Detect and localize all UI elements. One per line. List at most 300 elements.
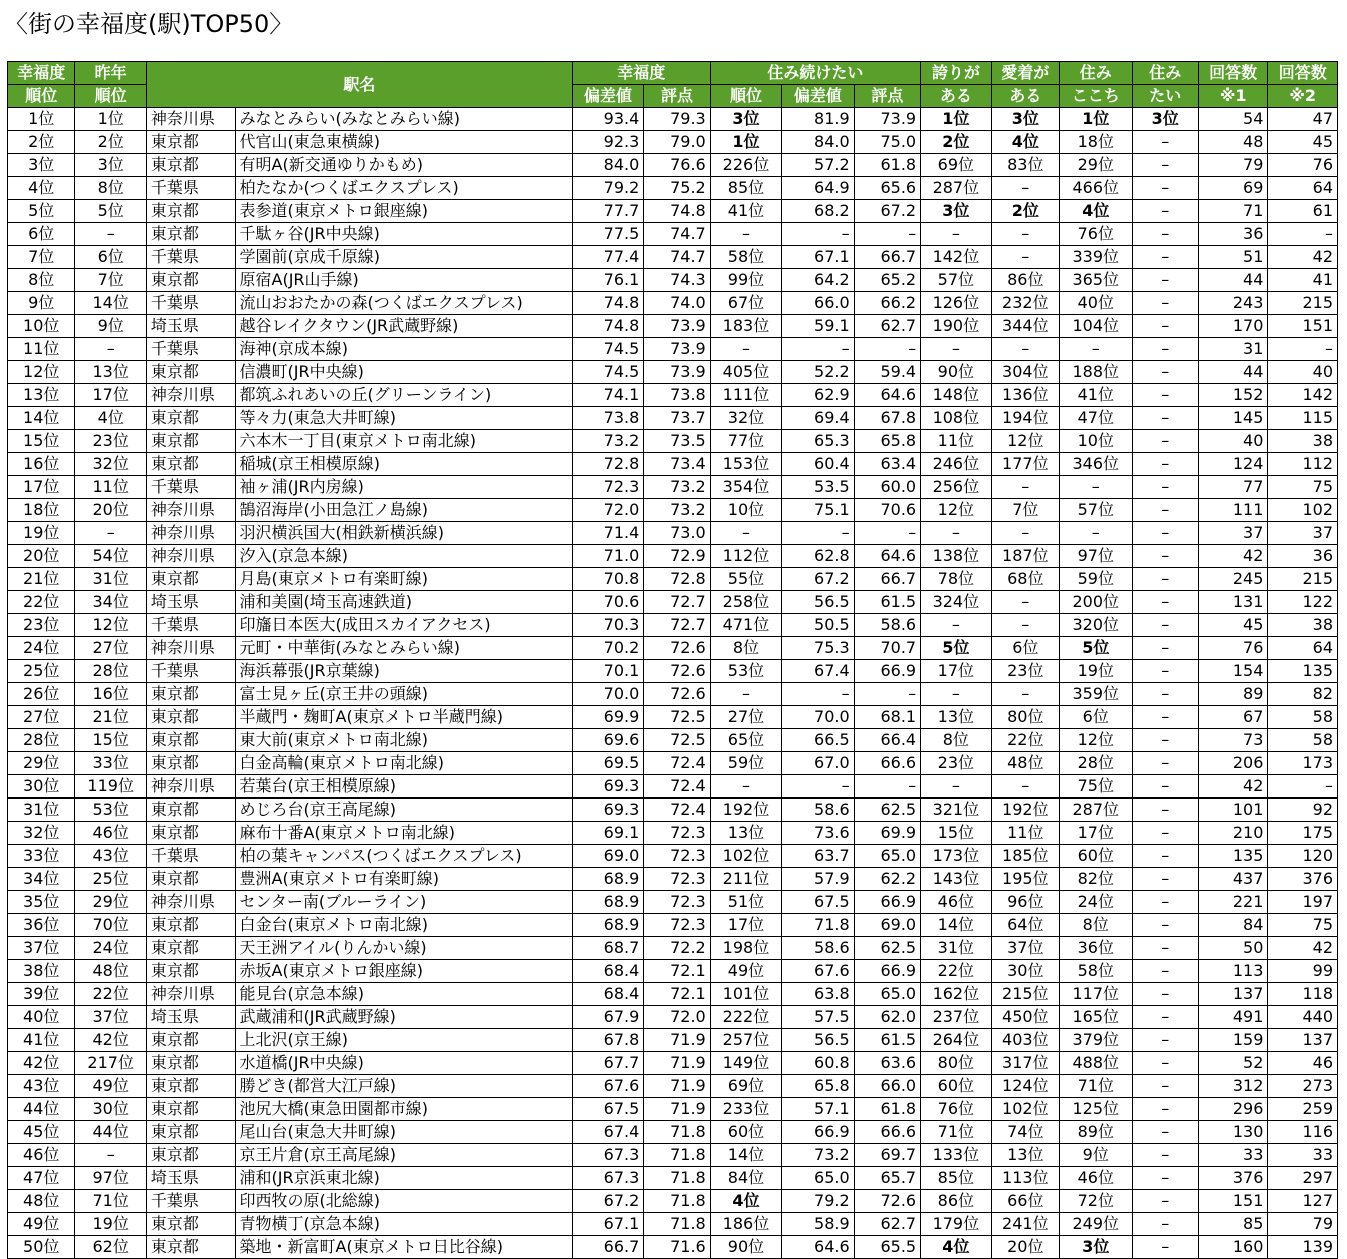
cell-keep-score: – — [854, 223, 920, 246]
cell-responses-2: 42 — [1268, 937, 1338, 960]
cell-happiness-dev: 70.8 — [572, 568, 643, 591]
cell-rank: 17位 — [8, 476, 75, 499]
cell-happiness-dev: 69.0 — [572, 845, 643, 868]
cell-keep-score: 64.6 — [854, 545, 920, 568]
cell-keep-rank: 153位 — [710, 453, 781, 476]
cell-happiness-dev: 74.1 — [572, 384, 643, 407]
cell-keep-dev: 66.0 — [782, 292, 854, 315]
cell-prev-rank: – — [75, 522, 146, 545]
table-row — [8, 407, 1338, 430]
cell-happiness-score: 71.9 — [644, 1098, 710, 1121]
table-row — [8, 914, 1338, 937]
cell-keep-dev: 58.9 — [782, 1213, 854, 1236]
cell-love-rank: 344位 — [991, 315, 1059, 338]
cell-keep-score: – — [854, 522, 920, 545]
cell-prefecture: 東京都 — [146, 200, 235, 223]
cell-keep-score: 66.4 — [854, 729, 920, 752]
cell-keep-score: 62.5 — [854, 798, 920, 822]
cell-station-name: 汐入(京急本線) — [235, 545, 572, 568]
cell-comfort-rank: 18位 — [1060, 131, 1132, 154]
cell-station-name: 越谷レイクタウン(JR武蔵野線) — [235, 315, 572, 338]
cell-comfort-rank: 1位 — [1060, 108, 1132, 131]
cell-responses-2: 45 — [1268, 131, 1338, 154]
cell-responses-1: 85 — [1198, 1213, 1267, 1236]
cell-love-rank: 232位 — [991, 292, 1059, 315]
cell-responses-1: 491 — [1198, 1006, 1267, 1029]
cell-comfort-rank: 47位 — [1060, 407, 1132, 430]
table-row — [8, 292, 1338, 315]
cell-pride-rank: 71位 — [921, 1121, 991, 1144]
cell-want-rank: – — [1132, 200, 1198, 223]
cell-responses-2: 75 — [1268, 476, 1338, 499]
cell-want-rank: – — [1132, 706, 1198, 729]
cell-prefecture: 東京都 — [146, 1098, 235, 1121]
cell-love-rank: 48位 — [991, 752, 1059, 775]
cell-pride-rank: 142位 — [921, 246, 991, 269]
cell-prefecture: 東京都 — [146, 683, 235, 706]
cell-keep-score: 59.4 — [854, 361, 920, 384]
cell-prefecture: 神奈川県 — [146, 108, 235, 131]
cell-keep-dev: 64.6 — [782, 1236, 854, 1259]
cell-prefecture: 東京都 — [146, 361, 235, 384]
cell-prefecture: 神奈川県 — [146, 891, 235, 914]
table-body — [8, 108, 1338, 1259]
cell-keep-dev: 67.2 — [782, 568, 854, 591]
cell-keep-rank: 27位 — [710, 706, 781, 729]
cell-responses-1: 73 — [1198, 729, 1267, 752]
cell-happiness-score: 72.4 — [644, 798, 710, 822]
cell-keep-score: 61.8 — [854, 1098, 920, 1121]
cell-prev-rank: 15位 — [75, 729, 146, 752]
cell-comfort-rank: 165位 — [1060, 1006, 1132, 1029]
cell-keep-dev: 64.9 — [782, 177, 854, 200]
cell-want-rank: – — [1132, 1190, 1198, 1213]
cell-keep-dev: 67.5 — [782, 891, 854, 914]
cell-responses-2: – — [1268, 338, 1338, 361]
cell-keep-score: 66.0 — [854, 1075, 920, 1098]
cell-happiness-dev: 69.5 — [572, 752, 643, 775]
cell-comfort-rank: 46位 — [1060, 1167, 1132, 1190]
cell-prefecture: 千葉県 — [146, 845, 235, 868]
col-resp1-bottom: ※1 — [1198, 85, 1267, 108]
table-row — [8, 637, 1338, 660]
cell-responses-1: 40 — [1198, 430, 1267, 453]
cell-responses-2: – — [1268, 775, 1338, 799]
cell-comfort-rank: 24位 — [1060, 891, 1132, 914]
cell-comfort-rank: 379位 — [1060, 1029, 1132, 1052]
cell-pride-rank: 2位 — [921, 131, 991, 154]
cell-responses-1: 45 — [1198, 614, 1267, 637]
cell-comfort-rank: 82位 — [1060, 868, 1132, 891]
cell-keep-score: 65.8 — [854, 430, 920, 453]
cell-want-rank: – — [1132, 568, 1198, 591]
cell-happiness-dev: 68.9 — [572, 914, 643, 937]
table-row — [8, 246, 1338, 269]
cell-happiness-dev: 77.7 — [572, 200, 643, 223]
cell-rank: 22位 — [8, 591, 75, 614]
cell-keep-rank: 186位 — [710, 1213, 781, 1236]
cell-happiness-score: 73.9 — [644, 361, 710, 384]
cell-happiness-score: 79.0 — [644, 131, 710, 154]
cell-pride-rank: 148位 — [921, 384, 991, 407]
cell-station-name: 赤坂A(東京メトロ銀座線) — [235, 960, 572, 983]
cell-responses-1: 54 — [1198, 108, 1267, 131]
cell-responses-1: 111 — [1198, 499, 1267, 522]
cell-want-rank: – — [1132, 1006, 1198, 1029]
cell-prev-rank: 42位 — [75, 1029, 146, 1052]
cell-prev-rank: 8位 — [75, 177, 146, 200]
cell-keep-dev: 75.1 — [782, 499, 854, 522]
col-want-bottom: たい — [1132, 85, 1198, 108]
cell-station-name: 若葉台(京王相模原線) — [235, 775, 572, 799]
cell-happiness-dev: 68.9 — [572, 868, 643, 891]
table-row — [8, 430, 1338, 453]
cell-love-rank: 192位 — [991, 798, 1059, 822]
col-want-top: 住み — [1132, 62, 1198, 85]
table-row — [8, 1006, 1338, 1029]
cell-responses-1: 48 — [1198, 131, 1267, 154]
cell-prev-rank: 23位 — [75, 430, 146, 453]
cell-keep-rank: 67位 — [710, 292, 781, 315]
cell-keep-rank: 471位 — [710, 614, 781, 637]
cell-pride-rank: 46位 — [921, 891, 991, 914]
cell-prev-rank: 6位 — [75, 246, 146, 269]
cell-pride-rank: – — [921, 683, 991, 706]
cell-keep-rank: 258位 — [710, 591, 781, 614]
cell-keep-score: 61.5 — [854, 1029, 920, 1052]
cell-want-rank: – — [1132, 430, 1198, 453]
cell-happiness-score: 79.3 — [644, 108, 710, 131]
cell-responses-2: 120 — [1268, 845, 1338, 868]
cell-love-rank: 12位 — [991, 430, 1059, 453]
cell-keep-dev: 84.0 — [782, 131, 854, 154]
cell-comfort-rank: 365位 — [1060, 269, 1132, 292]
cell-happiness-score: 74.8 — [644, 200, 710, 223]
cell-prefecture: 東京都 — [146, 1075, 235, 1098]
cell-happiness-score: 72.3 — [644, 868, 710, 891]
cell-comfort-rank: 76位 — [1060, 223, 1132, 246]
cell-keep-score: 64.6 — [854, 384, 920, 407]
cell-responses-2: 36 — [1268, 545, 1338, 568]
col-comfort-top: 住み — [1060, 62, 1132, 85]
cell-happiness-dev: 67.5 — [572, 1098, 643, 1121]
cell-happiness-score: 72.0 — [644, 1006, 710, 1029]
cell-happiness-dev: 76.1 — [572, 269, 643, 292]
cell-responses-2: 175 — [1268, 822, 1338, 845]
cell-station-name: 築地・新富町A(東京メトロ日比谷線) — [235, 1236, 572, 1259]
cell-keep-score: 66.7 — [854, 568, 920, 591]
cell-love-rank: 124位 — [991, 1075, 1059, 1098]
cell-keep-rank: 405位 — [710, 361, 781, 384]
cell-keep-dev: 65.8 — [782, 1075, 854, 1098]
cell-responses-2: 33 — [1268, 1144, 1338, 1167]
cell-keep-rank: 32位 — [710, 407, 781, 430]
cell-happiness-score: 73.9 — [644, 315, 710, 338]
cell-keep-rank: 60位 — [710, 1121, 781, 1144]
cell-rank: 16位 — [8, 453, 75, 476]
cell-keep-score: 62.0 — [854, 1006, 920, 1029]
cell-love-rank: – — [991, 614, 1059, 637]
cell-keep-dev: 56.5 — [782, 591, 854, 614]
cell-station-name: 表参道(東京メトロ銀座線) — [235, 200, 572, 223]
cell-responses-1: 145 — [1198, 407, 1267, 430]
col-happiness: 幸福度 — [572, 62, 710, 85]
cell-happiness-score: 72.1 — [644, 983, 710, 1006]
cell-responses-2: 102 — [1268, 499, 1338, 522]
cell-prev-rank: – — [75, 338, 146, 361]
table-header — [8, 62, 1338, 108]
cell-want-rank: – — [1132, 729, 1198, 752]
cell-keep-rank: 192位 — [710, 798, 781, 822]
cell-station-name: 武蔵浦和(JR武蔵野線) — [235, 1006, 572, 1029]
cell-want-rank: – — [1132, 1121, 1198, 1144]
cell-keep-rank: 51位 — [710, 891, 781, 914]
cell-keep-dev: 57.1 — [782, 1098, 854, 1121]
cell-keep-score: – — [854, 683, 920, 706]
cell-keep-rank: 354位 — [710, 476, 781, 499]
table-row — [8, 108, 1338, 131]
table-row — [8, 822, 1338, 845]
cell-station-name: 尾山台(東急大井町線) — [235, 1121, 572, 1144]
cell-keep-score: 70.6 — [854, 499, 920, 522]
cell-want-rank: – — [1132, 545, 1198, 568]
cell-love-rank: – — [991, 338, 1059, 361]
cell-station-name: 鵠沼海岸(小田急江ノ島線) — [235, 499, 572, 522]
cell-station-name: 麻布十番A(東京メトロ南北線) — [235, 822, 572, 845]
cell-happiness-score: 73.0 — [644, 522, 710, 545]
cell-keep-rank: 149位 — [710, 1052, 781, 1075]
col-love-top: 愛着が — [991, 62, 1059, 85]
cell-happiness-dev: 77.4 — [572, 246, 643, 269]
cell-keep-score: 60.0 — [854, 476, 920, 499]
cell-responses-1: 160 — [1198, 1236, 1267, 1259]
cell-pride-rank: 321位 — [921, 798, 991, 822]
cell-station-name: 海神(京成本線) — [235, 338, 572, 361]
cell-happiness-score: 72.4 — [644, 752, 710, 775]
cell-love-rank: 66位 — [991, 1190, 1059, 1213]
cell-love-rank: – — [991, 591, 1059, 614]
cell-keep-dev: 56.5 — [782, 1029, 854, 1052]
cell-keep-rank: 65位 — [710, 729, 781, 752]
table-row — [8, 1075, 1338, 1098]
col-love-bottom: ある — [991, 85, 1059, 108]
cell-station-name: 有明A(新交通ゆりかもめ) — [235, 154, 572, 177]
cell-responses-1: 36 — [1198, 223, 1267, 246]
cell-keep-dev: 68.2 — [782, 200, 854, 223]
cell-prev-rank: 54位 — [75, 545, 146, 568]
cell-responses-1: 159 — [1198, 1029, 1267, 1052]
table-row — [8, 891, 1338, 914]
cell-prefecture: 神奈川県 — [146, 522, 235, 545]
cell-keep-dev: 69.4 — [782, 407, 854, 430]
cell-pride-rank: 126位 — [921, 292, 991, 315]
cell-happiness-score: 71.6 — [644, 1236, 710, 1259]
cell-responses-2: 118 — [1268, 983, 1338, 1006]
cell-responses-2: 38 — [1268, 430, 1338, 453]
cell-happiness-dev: 77.5 — [572, 223, 643, 246]
cell-station-name: 柏の葉キャンパス(つくばエクスプレス) — [235, 845, 572, 868]
cell-happiness-dev: 69.3 — [572, 775, 643, 799]
cell-keep-score: 65.0 — [854, 983, 920, 1006]
cell-comfort-rank: 466位 — [1060, 177, 1132, 200]
cell-happiness-dev: 92.3 — [572, 131, 643, 154]
cell-pride-rank: 31位 — [921, 937, 991, 960]
cell-prev-rank: 25位 — [75, 868, 146, 891]
cell-comfort-rank: 72位 — [1060, 1190, 1132, 1213]
cell-rank: 24位 — [8, 637, 75, 660]
cell-love-rank: 403位 — [991, 1029, 1059, 1052]
cell-pride-rank: 80位 — [921, 1052, 991, 1075]
cell-pride-rank: 179位 — [921, 1213, 991, 1236]
cell-comfort-rank: 249位 — [1060, 1213, 1132, 1236]
cell-love-rank: 23位 — [991, 660, 1059, 683]
station-ranking-table — [7, 61, 1338, 1259]
cell-prev-rank: 30位 — [75, 1098, 146, 1121]
cell-keep-rank: 53位 — [710, 660, 781, 683]
cell-prev-rank: 119位 — [75, 775, 146, 799]
cell-keep-dev: 67.0 — [782, 752, 854, 775]
cell-prefecture: 東京都 — [146, 1052, 235, 1075]
cell-want-rank: – — [1132, 131, 1198, 154]
cell-responses-1: 52 — [1198, 1052, 1267, 1075]
cell-love-rank: 215位 — [991, 983, 1059, 1006]
col-pride-bottom: ある — [921, 85, 991, 108]
cell-happiness-dev: 68.4 — [572, 983, 643, 1006]
cell-love-rank: 102位 — [991, 1098, 1059, 1121]
cell-keep-score: 66.9 — [854, 891, 920, 914]
cell-prefecture: 東京都 — [146, 1236, 235, 1259]
cell-responses-2: 76 — [1268, 154, 1338, 177]
table-row — [8, 315, 1338, 338]
cell-prefecture: 東京都 — [146, 154, 235, 177]
cell-pride-rank: 60位 — [921, 1075, 991, 1098]
cell-happiness-score: 72.6 — [644, 637, 710, 660]
cell-responses-1: 67 — [1198, 706, 1267, 729]
cell-rank: 4位 — [8, 177, 75, 200]
cell-love-rank: 80位 — [991, 706, 1059, 729]
cell-happiness-dev: 67.3 — [572, 1167, 643, 1190]
cell-keep-rank: 3位 — [710, 108, 781, 131]
table-row — [8, 522, 1338, 545]
cell-prev-rank: 12位 — [75, 614, 146, 637]
cell-responses-2: 215 — [1268, 568, 1338, 591]
cell-prev-rank: 37位 — [75, 1006, 146, 1029]
cell-rank: 7位 — [8, 246, 75, 269]
cell-pride-rank: 324位 — [921, 591, 991, 614]
cell-prefecture: 神奈川県 — [146, 775, 235, 799]
cell-keep-score: 70.7 — [854, 637, 920, 660]
cell-prefecture: 千葉県 — [146, 246, 235, 269]
cell-responses-2: 64 — [1268, 637, 1338, 660]
cell-prev-rank: 11位 — [75, 476, 146, 499]
cell-keep-score: 66.2 — [854, 292, 920, 315]
cell-want-rank: – — [1132, 1236, 1198, 1259]
cell-responses-2: 58 — [1268, 706, 1338, 729]
cell-keep-dev: 70.0 — [782, 706, 854, 729]
cell-happiness-score: 72.9 — [644, 545, 710, 568]
cell-happiness-score: 76.6 — [644, 154, 710, 177]
cell-happiness-dev: 74.5 — [572, 338, 643, 361]
cell-responses-2: 92 — [1268, 798, 1338, 822]
table-row — [8, 1144, 1338, 1167]
cell-responses-1: 124 — [1198, 453, 1267, 476]
cell-happiness-score: 72.5 — [644, 729, 710, 752]
cell-prev-rank: – — [75, 1144, 146, 1167]
cell-love-rank: 113位 — [991, 1167, 1059, 1190]
table-row — [8, 1167, 1338, 1190]
cell-responses-2: 61 — [1268, 200, 1338, 223]
cell-happiness-dev: 72.3 — [572, 476, 643, 499]
cell-station-name: 学園前(京成千原線) — [235, 246, 572, 269]
cell-responses-1: 245 — [1198, 568, 1267, 591]
cell-keep-score: 65.0 — [854, 845, 920, 868]
cell-prefecture: 神奈川県 — [146, 499, 235, 522]
cell-prev-rank: 14位 — [75, 292, 146, 315]
cell-responses-2: 40 — [1268, 361, 1338, 384]
cell-keep-dev: – — [782, 522, 854, 545]
cell-love-rank: 450位 — [991, 1006, 1059, 1029]
cell-happiness-dev: 67.9 — [572, 1006, 643, 1029]
table-row — [8, 591, 1338, 614]
cell-comfort-rank: 125位 — [1060, 1098, 1132, 1121]
cell-love-rank: 194位 — [991, 407, 1059, 430]
cell-want-rank: – — [1132, 891, 1198, 914]
cell-keep-dev: – — [782, 338, 854, 361]
cell-pride-rank: 138位 — [921, 545, 991, 568]
cell-happiness-score: 72.3 — [644, 914, 710, 937]
cell-keep-dev: 67.4 — [782, 660, 854, 683]
cell-pride-rank: 133位 — [921, 1144, 991, 1167]
cell-rank: 5位 — [8, 200, 75, 223]
cell-keep-rank: 17位 — [710, 914, 781, 937]
cell-rank: 29位 — [8, 752, 75, 775]
cell-prefecture: 東京都 — [146, 568, 235, 591]
cell-station-name: 東大前(東京メトロ南北線) — [235, 729, 572, 752]
cell-love-rank: 22位 — [991, 729, 1059, 752]
cell-keep-score: – — [854, 775, 920, 799]
cell-happiness-dev: 70.0 — [572, 683, 643, 706]
cell-comfort-rank: 89位 — [1060, 1121, 1132, 1144]
cell-pride-rank: 108位 — [921, 407, 991, 430]
cell-responses-2: 115 — [1268, 407, 1338, 430]
cell-station-name: 富士見ヶ丘(京王井の頭線) — [235, 683, 572, 706]
cell-happiness-score: 73.7 — [644, 407, 710, 430]
cell-keep-score: – — [854, 338, 920, 361]
cell-pride-rank: 237位 — [921, 1006, 991, 1029]
cell-want-rank: – — [1132, 960, 1198, 983]
cell-keep-rank: 101位 — [710, 983, 781, 1006]
cell-comfort-rank: 200位 — [1060, 591, 1132, 614]
cell-happiness-score: 74.3 — [644, 269, 710, 292]
table-row — [8, 1190, 1338, 1213]
cell-rank: 3位 — [8, 154, 75, 177]
cell-prev-rank: 16位 — [75, 683, 146, 706]
cell-happiness-score: 72.3 — [644, 891, 710, 914]
table-row — [8, 729, 1338, 752]
table-row — [8, 775, 1338, 799]
cell-keep-rank: 4位 — [710, 1190, 781, 1213]
cell-want-rank: – — [1132, 522, 1198, 545]
cell-prev-rank: 31位 — [75, 568, 146, 591]
cell-responses-1: 437 — [1198, 868, 1267, 891]
cell-keep-dev: – — [782, 223, 854, 246]
cell-prev-rank: 44位 — [75, 1121, 146, 1144]
col-resp1-top: 回答数 — [1198, 62, 1267, 85]
cell-rank: 2位 — [8, 131, 75, 154]
cell-station-name: 原宿A(JR山手線) — [235, 269, 572, 292]
cell-rank: 30位 — [8, 775, 75, 799]
cell-responses-2: 197 — [1268, 891, 1338, 914]
